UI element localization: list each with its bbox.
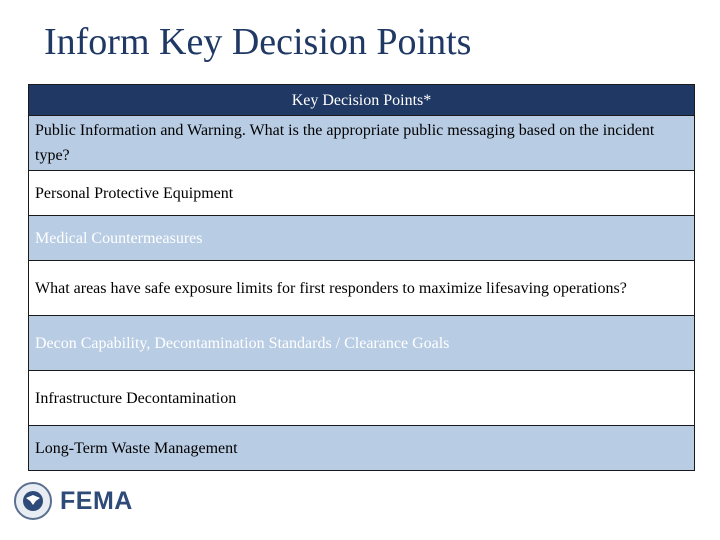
decision-point-decon-capability: Decon Capability, Decontamination Standards / Clearance Goals <box>29 316 695 371</box>
table-row <box>29 216 695 261</box>
dhs-seal-icon <box>14 482 52 520</box>
decision-point-ppe: Personal Protective Equipment <box>29 171 695 216</box>
table-row <box>29 261 695 316</box>
key-decision-points-table <box>28 84 695 471</box>
decision-point-medical-countermeasures: Medical Countermeasures <box>29 216 695 261</box>
table-row <box>29 116 695 171</box>
table-row <box>29 371 695 426</box>
decision-point-public-information: Public Information and Warning. What is the appropriate public messaging based on the incident type? <box>29 116 695 171</box>
table-row <box>29 171 695 216</box>
decision-point-waste-management: Long-Term Waste Management <box>29 426 695 471</box>
decision-point-infrastructure-decon: Infrastructure Decontamination <box>29 371 695 426</box>
slide-title: Inform Key Decision Points <box>44 21 472 63</box>
table-header: Key Decision Points* <box>29 85 695 116</box>
fema-wordmark: FEMA <box>60 486 133 515</box>
table-row <box>29 316 695 371</box>
fema-logo <box>14 482 133 520</box>
decision-point-exposure-limits: What areas have safe exposure limits for first responders to maximize lifesaving operations? <box>29 261 695 316</box>
table-header-row <box>29 85 695 116</box>
table-row <box>29 426 695 471</box>
